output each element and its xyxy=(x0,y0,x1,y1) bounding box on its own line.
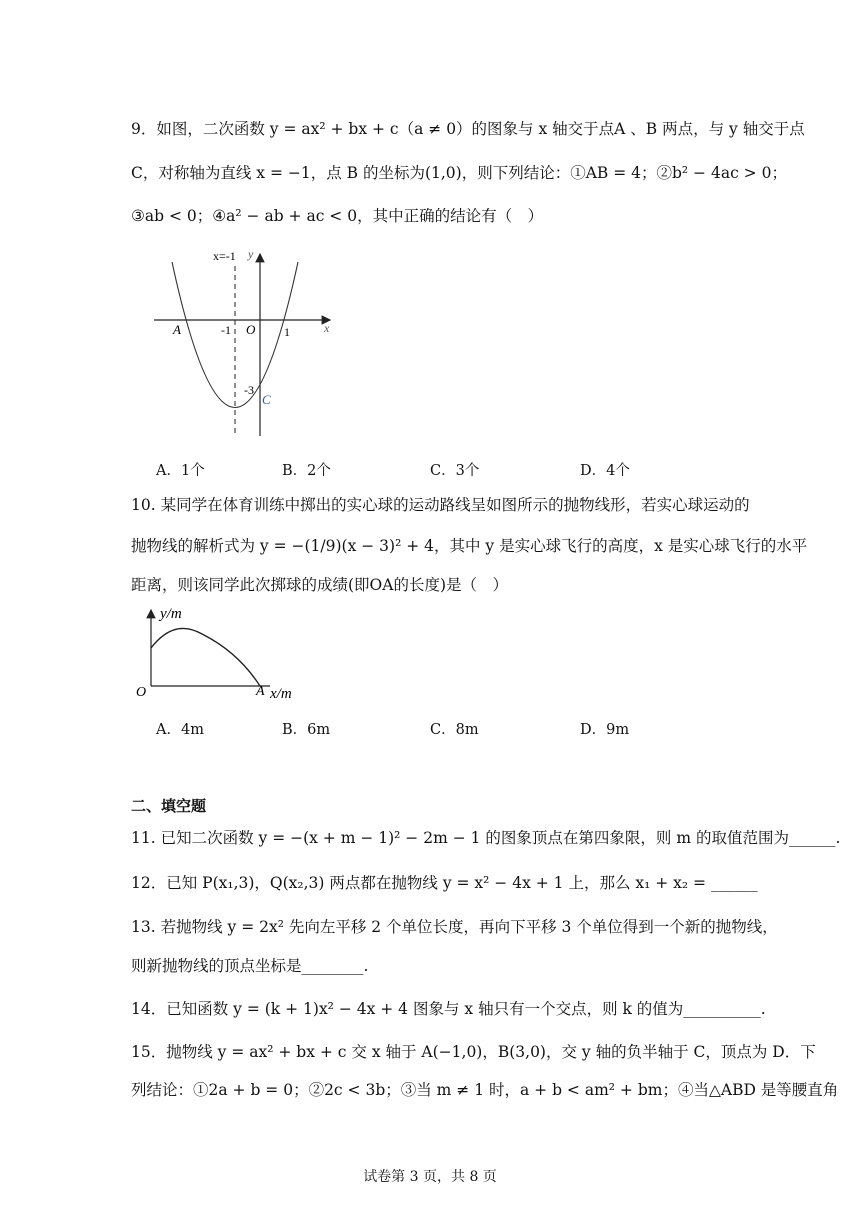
q9-x-label: x xyxy=(324,321,330,335)
q10-point-A: A xyxy=(256,684,265,699)
q9-option-c: C．3个 xyxy=(430,463,480,479)
q9-parabola-figure xyxy=(150,248,340,440)
q9-line-2: C，对称轴为直线 x = −1，点 B 的坐标为(1,0)，则下列结论：①AB = 4；②b² − 4ac > 0； xyxy=(131,164,787,182)
q10-x-label: x/m xyxy=(270,686,292,702)
q9-tick-neg1: -1 xyxy=(221,323,231,337)
q9-y-label: y xyxy=(248,248,254,261)
q10-y-label: y/m xyxy=(160,606,182,622)
q10-option-b: B．6m xyxy=(282,722,331,738)
q15-line-2: 列结论：①2a + b = 0；②2c < 3b；③当 m ≠ 1 时，a + b < am² + bm；④当△ABD 是等腰直角 xyxy=(131,1081,839,1099)
q9-line-1: 9．如图，二次函数 y = ax² + bx + c（a ≠ 0）的图象与 x 轴交于点A 、B 两点，与 y 轴交于点 xyxy=(131,120,805,138)
q11-line: 11. 已知二次函数 y = −(x + m − 1)² − 2m − 1 的图象顶点在第四象限，则 m 的取值范围为______. xyxy=(131,829,841,847)
q10-line-2: 抛物线的解析式为 y = −(1/9)(x − 3)² + 4，其中 y 是实心球飞行的高度，x 是实心球飞行的水平 xyxy=(131,537,808,555)
q10-option-a: A．4m xyxy=(156,722,204,738)
q10-trajectory-curve xyxy=(151,628,260,686)
q15-line-1: 15．抛物线 y = ax² + bx + c 交 x 轴于 A(−1,0)，B(3,0)，交 y 轴的负半轴于 C，顶点为 D．下 xyxy=(131,1043,816,1061)
q10-trajectory-figure xyxy=(130,604,320,704)
q9-symmetry-label: x=-1 xyxy=(213,249,236,263)
q9-tick-1: 1 xyxy=(284,325,290,339)
q10-option-d: D．9m xyxy=(580,722,630,738)
q13-line-2: 则新抛物线的顶点坐标是________. xyxy=(131,957,369,975)
q10-option-c: C．8m xyxy=(430,722,479,738)
page-footer: 试卷第 3 页，共 8 页 xyxy=(363,1169,497,1185)
section-title: 二、填空题 xyxy=(131,797,207,815)
q13-line-1: 13. 若抛物线 y = 2x² 先向左平移 2 个单位长度，再向下平移 3 个单位得到一个新的抛物线， xyxy=(131,918,778,936)
q9-option-a: A．1个 xyxy=(156,463,205,479)
q10-origin: O xyxy=(136,685,147,700)
q10-line-1: 10. 某同学在体育训练中掷出的实心球的运动路线呈如图所示的抛物线形，若实心球运动的 xyxy=(131,496,750,514)
q9-origin: O xyxy=(246,322,256,337)
q9-line-3: ③ab < 0；④a² − ab + ac < 0，其中正确的结论有（ ） xyxy=(131,207,544,225)
q9-point-A: A xyxy=(173,322,181,337)
q12-line: 12．已知 P(x₁,3)，Q(x₂,3) 两点都在抛物线 y = x² − 4x + 1 上，那么 x₁ + x₂ = ______ xyxy=(131,874,758,892)
q9-option-d: D．4个 xyxy=(580,463,630,479)
q14-line: 14．已知函数 y = (k + 1)x² − 4x + 4 图象与 x 轴只有一个交点，则 k 的值为__________. xyxy=(131,1000,766,1018)
q9-option-b: B．2个 xyxy=(282,463,331,479)
q9-tick-neg3: -3 xyxy=(244,383,254,397)
q10-line-3: 距离，则该同学此次掷球的成绩(即OA的长度)是（ ） xyxy=(131,576,508,594)
q9-point-C: C xyxy=(262,392,271,407)
